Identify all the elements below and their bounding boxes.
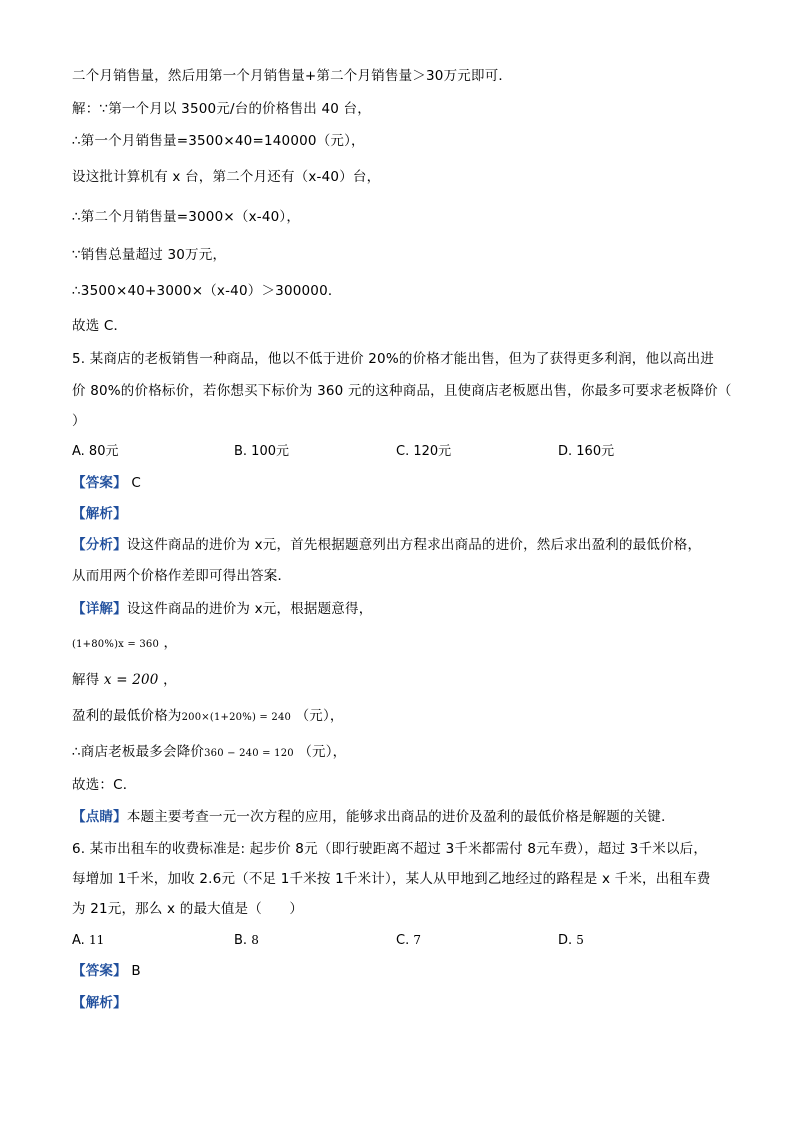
q5-option-c: C. 120元 [396,444,452,459]
fenxi-tag: 【分析】 [72,537,127,553]
question-5-text: 价 80%的价格标价，若你想买下标价为 360 元的这种商品，且使商店老板愿出售，你最多可要求老板降价（ [72,383,732,399]
dianjing-text: 本题主要考查一元一次方程的应用，能够求出商品的进价及盈利的最低价格是解题的关键． [126,809,675,825]
text-line: 设这批计算机有 x 台，第二个月还有（x-40）台， [72,169,381,185]
q5-option-a: A. 80元 [72,444,119,459]
analysis-line [72,504,127,524]
reduce-label: ∴商店老板最多会降价 [72,744,205,760]
q6-option-label: B. [234,933,248,948]
answer-value: B [131,963,141,979]
reduce-line [72,742,346,764]
reduce-unit: （元）， [298,744,347,760]
equation-1: (1+80%)x = 360 [72,639,160,650]
q6-option-label: D. [558,933,573,948]
q6-option-d [558,930,584,951]
answer-tag: 【答案】 [72,963,127,979]
xiangjie-text: 设这件商品的进价为 x元，根据题意得， [126,601,373,617]
q6-option-label: C. [396,933,410,948]
text-line: 解：∵第一个月以 3500元/台的价格售出 40 台， [72,101,371,117]
xiangjie-line [72,599,372,619]
text-line: ∵销售总量超过 30万元， [72,247,227,263]
fenxi-text: 设这件商品的进价为 x元，首先根据题意列出方程求出商品的进价，然后求出盈利的最低价格， [126,537,702,553]
equation-3: 200×(1+20%) = 240 [181,712,292,723]
question-6-text: 每增加 1千米，加收 2.6元（不足 1千米按 1千米计），某人从甲地到乙地经过的路程是 x 千米，出租车费 [72,871,711,887]
q6-option-value: 5 [576,933,584,947]
q5-option-b: B. 100元 [234,444,289,459]
q6-option-value: 7 [413,933,421,947]
question-6-text: 为 21元，那么 x 的最大值是（ ） [72,901,304,917]
equation-4: 360 − 240 = 120 [204,748,294,759]
analysis-tag: 【解析】 [72,995,127,1011]
equation-line [72,633,177,655]
answer-line [72,961,141,981]
q6-option-value: 11 [88,933,105,947]
text-line: ∴第二个月销售量=3000×（x-40）， [72,209,301,225]
q6-option-value: 8 [251,933,259,947]
answer-value: C [131,475,141,491]
text-line: 二个月销售量，然后用第一个月销售量+第二个月销售量＞30万元即可． [72,68,513,84]
question-6-text: 6. 某市出租车的收费标准是: 起步价 8元（即行驶距离不超过 3千米都需付 8元车费），超过 3千米以后， [72,841,708,857]
analysis-line [72,993,127,1013]
profit-unit: （元）， [295,708,344,724]
q6-option-c [396,930,421,951]
equation-tail: ， [163,635,178,651]
text-line: ∴3500×40+3000×（x-40）＞300000． [72,283,342,299]
question-5-text: 5. 某商店的老板销售一种商品，他以不低于进价 20%的价格才能出售，但为了获得更多利润，他以高出进 [72,351,714,367]
answer-line [72,473,141,493]
q5-option-d: D. 160元 [558,444,615,459]
equation-tail: ， [163,672,177,688]
text-line: 故选：C． [72,777,137,793]
fenxi-line [72,535,701,555]
dianjing-tag: 【点睛】 [72,809,127,825]
solve-line [72,670,177,690]
text-line: 从而用两个价格作差即可得出答案． [72,568,292,584]
q6-option-a [72,930,104,951]
solve-label: 解得 [72,672,100,688]
profit-label: 盈利的最低价格为 [72,708,182,724]
q6-option-b [234,930,259,951]
text-line: ∴第一个月销售量=3500×40=140000（元）， [72,133,365,149]
dianjing-line [72,807,675,827]
analysis-tag: 【解析】 [72,506,127,522]
xiangjie-tag: 【详解】 [72,601,127,617]
profit-line [72,706,344,728]
text-line: 故选 C． [72,318,128,334]
answer-tag: 【答案】 [72,475,127,491]
equation-2: x = 200 [103,672,159,688]
question-5-text: ） [72,413,86,429]
q6-option-label: A. [72,933,85,948]
